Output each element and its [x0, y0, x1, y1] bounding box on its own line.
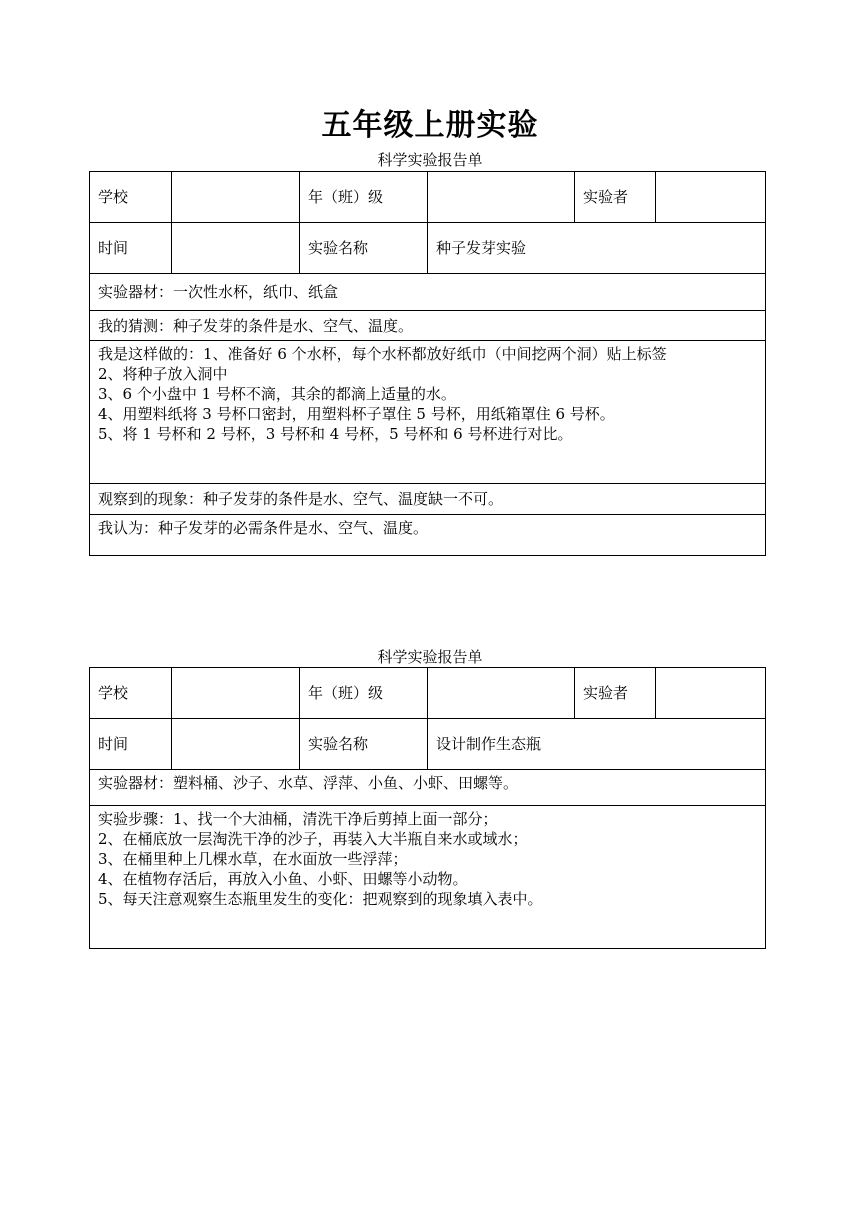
observation-row: [90, 484, 766, 515]
experimenter-field[interactable]: [656, 172, 766, 223]
procedure-line: 3、6 个小盘中 1 号杯不滴，其余的都滴上适量的水。: [98, 385, 456, 403]
school-field[interactable]: [172, 668, 300, 719]
report1-caption: 科学实验报告单: [377, 151, 483, 169]
school-label: 学校: [90, 172, 172, 223]
grade-label: 年（班）级: [300, 172, 428, 223]
experiment-name-label: 实验名称: [300, 223, 428, 274]
observation-text: 种子发芽的条件是水、空气、温度缺一不可。: [203, 490, 504, 508]
procedure-line: 4、在植物存活后，再放入小鱼、小虾、田螺等小动物。: [98, 870, 468, 888]
page-title: 五年级上册实验: [321, 108, 539, 143]
time-field[interactable]: [172, 719, 300, 770]
time-field[interactable]: [172, 223, 300, 274]
report2-caption: 科学实验报告单: [377, 648, 483, 666]
guess-row: [90, 311, 766, 341]
procedure-line: 3、在桶里种上几棵水草，在水面放一些浮萍；: [98, 850, 408, 868]
report2-table: [89, 667, 766, 949]
report1-table: [89, 171, 766, 556]
time-label: 时间: [90, 719, 172, 770]
experimenter-label: 实验者: [575, 172, 656, 223]
equipment-label: 实验器材：: [98, 283, 174, 301]
experimenter-field[interactable]: [656, 668, 766, 719]
school-field[interactable]: [172, 172, 300, 223]
equipment-row: [90, 770, 766, 806]
experiment-name-label: 实验名称: [300, 719, 428, 770]
equipment-text: 塑料桶、沙子、水草、浮萍、小鱼、小虾、田螺等。: [173, 774, 519, 792]
guess-label: 我的猜测：: [98, 316, 174, 335]
procedure-line: 我是这样做的：1、准备好 6 个水杯，每个水杯都放好纸巾（中间挖两个洞）贴上标签: [98, 345, 667, 363]
procedure-line: 实验步骤：1、找一个大油桶，清洗干净后剪掉上面一部分；: [98, 810, 498, 828]
equipment-text: 一次性水杯，纸巾、纸盒: [173, 283, 339, 301]
procedure-line: 2、在桶底放一层淘洗干净的沙子，再装入大半瓶自来水或域水；: [98, 830, 528, 848]
observation-label: 观察到的现象：: [98, 490, 204, 508]
procedure-cell: [90, 806, 766, 949]
school-label: 学校: [90, 668, 172, 719]
conclusion-row: [90, 515, 766, 556]
time-label: 时间: [90, 223, 172, 274]
conclusion-label: 我认为：: [98, 519, 159, 537]
procedure-line: 5、每天注意观察生态瓶里发生的变化：把观察到的现象填入表中。: [98, 890, 543, 908]
experiment-name-value: 设计制作生态瓶: [428, 719, 766, 770]
procedure-line: 4、用塑料纸将 3 号杯口密封，用塑料杯子罩住 5 号杯，用纸箱罩住 6 号杯。: [98, 405, 615, 423]
procedure-line: 2、将种子放入洞中: [98, 365, 228, 383]
grade-field[interactable]: [428, 172, 575, 223]
procedure-cell: [90, 341, 766, 484]
experimenter-label: 实验者: [575, 668, 656, 719]
guess-text: 种子发芽的条件是水、空气、温度。: [173, 316, 414, 335]
equipment-label: 实验器材：: [98, 774, 174, 792]
equipment-row: [90, 274, 766, 311]
experiment-name-value: 种子发芽实验: [428, 223, 766, 274]
procedure-line: 5、将 1 号杯和 2 号杯，3 号杯和 4 号杯，5 号杯和 6 号杯进行对比。: [98, 425, 573, 443]
grade-field[interactable]: [428, 668, 575, 719]
grade-label: 年（班）级: [300, 668, 428, 719]
conclusion-text: 种子发芽的必需条件是水、空气、温度。: [158, 519, 429, 537]
